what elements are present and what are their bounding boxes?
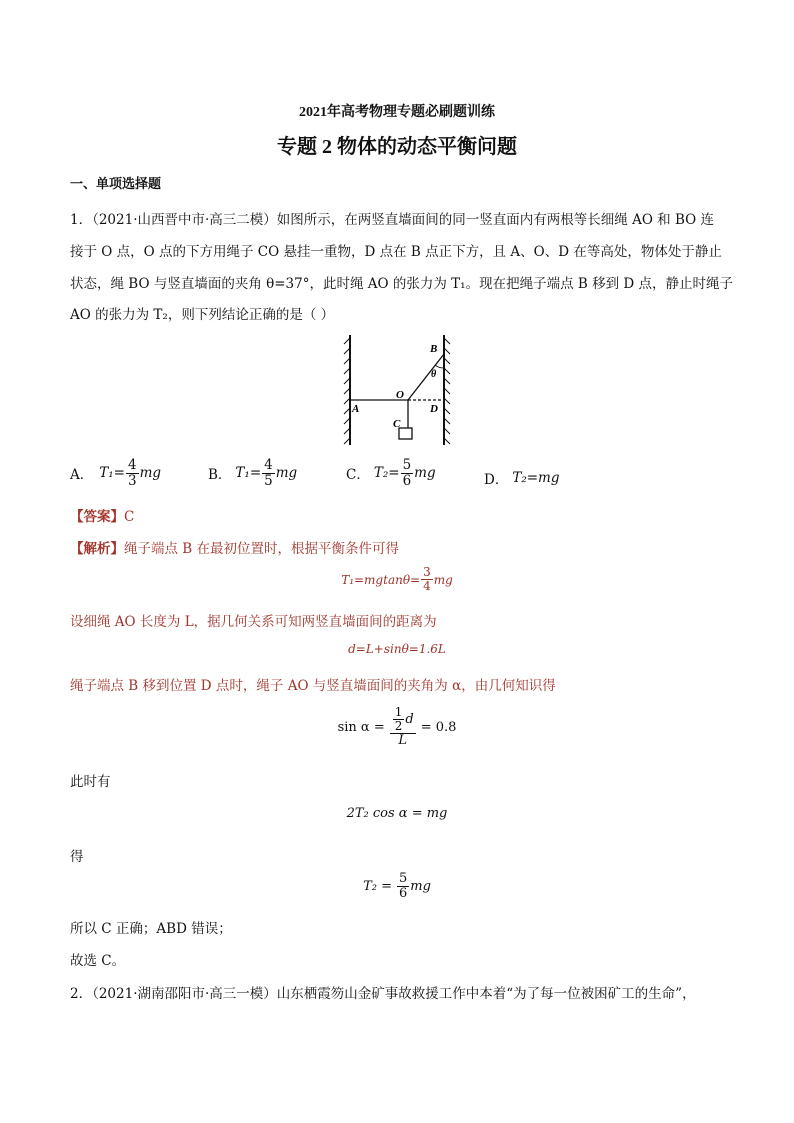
rope-ob [408, 354, 444, 400]
eq3-left: sin α = [337, 719, 385, 735]
eq5-tail: mg [410, 879, 431, 895]
q2-line-1: 2．（2021·湖南邵阳市·高三一模）山东栖霞笏山金矿事故救援工作中本着“为了每一位被困矿工的生命”， [70, 986, 696, 1002]
equation-3 [0, 706, 794, 749]
label-c: C [393, 418, 401, 430]
option-c-tail: mg [414, 465, 436, 482]
option-b [208, 458, 297, 489]
label-a: A [352, 403, 360, 415]
option-d [484, 468, 560, 488]
option-b-fraction [262, 458, 275, 489]
option-a [70, 458, 161, 489]
eq5-den: 6 [398, 886, 408, 902]
analysis-line-1 [70, 537, 399, 557]
option-b-den: 5 [264, 472, 273, 489]
top-title: 2021年高考物理专题必刷题训练 [299, 105, 495, 120]
conclusion-1: 所以 C 正确；ABD 错误； [70, 921, 232, 937]
equation-4: 2T₂ cos α = mg [346, 806, 448, 821]
option-d-label: D． [484, 472, 509, 488]
eq3-den: L [398, 733, 408, 749]
eq5-num: 5 [398, 871, 408, 886]
option-c-den: 6 [402, 472, 412, 489]
q1-figure [340, 330, 460, 450]
analysis-text-1: 绳子端点 B 在最初位置时，根据平衡条件可得 [124, 541, 400, 557]
eq1-fraction [421, 566, 433, 593]
option-a-tail: mg [139, 465, 162, 482]
option-a-label: A． [70, 467, 94, 484]
option-c-var: T₂= [373, 465, 400, 482]
answer-value: C [124, 509, 135, 525]
option-c-num: 5 [402, 457, 412, 473]
eq5-left: T₂ = [363, 879, 392, 895]
option-c-label: C． [346, 467, 370, 484]
label-o: O [396, 389, 404, 401]
analysis-tag: 【解析】 [70, 541, 124, 557]
answer-tag: 【答案】 [70, 509, 124, 525]
q1-line-4: AO 的张力为 T₂，则下列结论正确的是（ ） [70, 307, 335, 323]
option-d-text: T₂=mg [512, 470, 560, 486]
weight-box [399, 428, 412, 439]
option-c [346, 458, 436, 489]
q1-line-1: 1．（2021·山西晋中市·高三二模）如图所示，在两竖直墙面间的同一竖直面内有两根等长细绳 AO 和 BO 连 [70, 212, 714, 228]
eq3-inner-var: d [405, 711, 414, 727]
option-b-tail: mg [275, 465, 298, 482]
eq5-fraction [397, 872, 409, 902]
option-b-num: 4 [264, 457, 273, 473]
get-text: 得 [70, 849, 84, 865]
q1-line-3: 状态，绳 BO 与竖直墙面的夹角 θ=37°，此时绳 AO 的张力为 T₁。现在把绳子端点 B 移到 D 点，静止时绳子 [70, 276, 733, 292]
option-a-den: 3 [127, 472, 137, 489]
analysis-line-3: 绳子端点 B 移到位置 D 点时，绳子 AO 与竖直墙面间的夹角为 α，由几何知识得 [70, 678, 556, 694]
eq3-outer-fraction [390, 706, 416, 749]
equation-5 [0, 872, 794, 902]
option-a-num: 4 [127, 457, 137, 473]
eq3-inner-den: 2 [394, 719, 403, 734]
eq3-inner-fraction [393, 706, 405, 733]
eq3-inner-num: 1 [394, 705, 403, 719]
eq1-left: T₁=mgtanθ= [341, 572, 421, 587]
label-d: D [430, 403, 438, 415]
option-a-fraction [126, 458, 139, 489]
conclusion-2: 故选 C。 [70, 953, 126, 969]
analysis-line-2: 设细绳 AO 长度为 L，据几何关系可知两竖直墙面间的距离为 [70, 614, 437, 630]
option-a-var: T₁= [99, 465, 125, 482]
theta-arc [435, 365, 444, 368]
eq1-tail: mg [433, 572, 453, 587]
option-b-var: T₁= [235, 465, 262, 482]
eq3-outer-num [390, 706, 416, 734]
equation-2: d=L+sinθ=1.6L [348, 642, 446, 656]
option-c-fraction [401, 458, 414, 489]
then-text: 此时有 [70, 774, 111, 790]
equation-1 [0, 566, 794, 593]
label-b: B [430, 343, 438, 355]
label-theta: θ [431, 369, 437, 380]
q1-line-2: 接于 O 点，O 点的下方用绳子 CO 悬挂一重物，D 点在 B 点正下方，且 A、O、D 在等高处，物体处于静止 [70, 244, 722, 260]
eq1-num: 3 [423, 565, 431, 579]
main-title: 专题 2 物体的动态平衡问题 [277, 136, 517, 158]
answer-line [70, 505, 134, 525]
option-b-label: B． [208, 467, 232, 484]
eq1-den: 4 [423, 579, 431, 594]
section-label: 一、单项选择题 [70, 177, 162, 192]
eq3-right: = 0.8 [420, 719, 457, 735]
